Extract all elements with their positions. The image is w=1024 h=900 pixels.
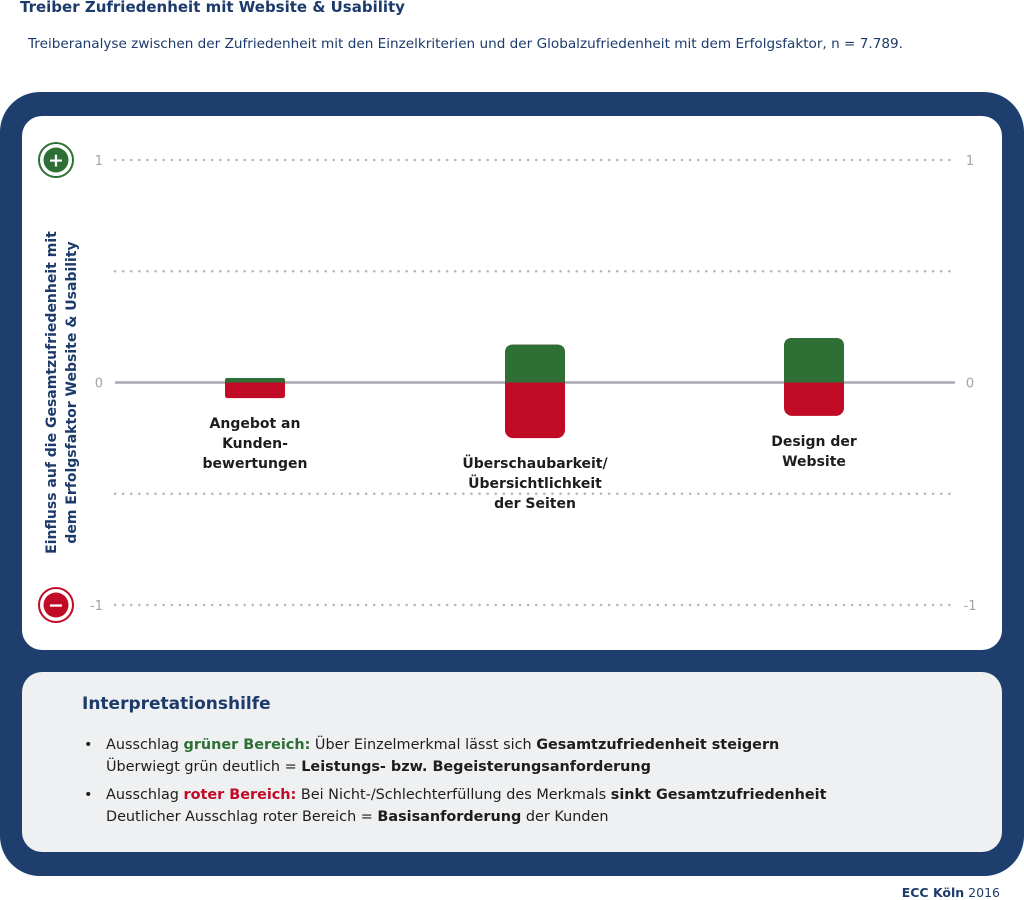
- green-line2: Überwiegt grün deutlich =: [106, 759, 302, 775]
- green-text: Über Einzelmerkmal lässt sich: [310, 737, 537, 753]
- footer-year: 2016: [964, 885, 1000, 900]
- category-label-0-line-0: Angebot an: [209, 416, 301, 433]
- category-label-1-line-2: der Seiten: [494, 496, 576, 513]
- interpretation-title: Interpretationshilfe: [82, 694, 271, 714]
- interpretation-item-red: [84, 784, 826, 828]
- category-label-0-line-1: Kunden-: [222, 436, 288, 453]
- red-text: Bei Nicht-/Schlechterfüllung des Merkmals: [296, 787, 611, 803]
- green-prefix: Ausschlag: [106, 737, 184, 753]
- tick-label-left-2: 0: [94, 376, 103, 392]
- minus-circle-icon: [39, 588, 73, 622]
- tick-label-left-4: -1: [90, 599, 103, 614]
- interpretation-item-green: [84, 734, 826, 778]
- bar-group-1: [505, 345, 565, 438]
- y-axis-label-line-1: dem Erfolgsfaktor Website & Usability: [64, 241, 80, 544]
- bar-group-0: [225, 378, 285, 398]
- category-label-0-line-2: bewertungen: [202, 456, 308, 473]
- category-label-2-line-1: Website: [782, 453, 846, 470]
- tick-label-left-0: 1: [94, 154, 103, 169]
- category-label-2-line-0: Design der: [771, 433, 857, 450]
- category-label-1-line-1: Übersichtlichkeit: [468, 476, 602, 493]
- chart-subtitle: Treiberanalyse zwischen der Zufriedenheit mit den Einzelkriterien und der Globalzufriedenheit mit dem Erfolgsfaktor, n = 7.789.: [28, 36, 903, 52]
- plus-circle-icon: [39, 143, 73, 177]
- bar-positive-0: [225, 378, 285, 382]
- red-prefix: Ausschlag: [106, 787, 184, 803]
- green-bold: Gesamtzufriedenheit steigern: [536, 737, 780, 753]
- red-highlight: roter Bereich:: [183, 787, 297, 803]
- red-line2-bold: Basisanforderung: [377, 809, 522, 825]
- bar-group-2: [784, 338, 844, 416]
- green-line2-bold: Leistungs- bzw. Begeisterungsanforderung: [301, 759, 651, 775]
- y-axis-label-line-0: Einfluss auf die Gesamtzufriedenheit mit: [44, 231, 60, 554]
- category-label-1-line-0: Überschaubarkeit/: [462, 456, 608, 473]
- svg-text:−: −: [48, 594, 64, 617]
- green-highlight: grüner Bereich:: [183, 737, 311, 753]
- bar-positive-2: [784, 338, 844, 383]
- red-line2-end: der Kunden: [521, 809, 609, 825]
- bar-positive-1: [505, 345, 565, 383]
- tick-label-right-4: -1: [963, 599, 977, 614]
- svg-text:+: +: [48, 149, 64, 172]
- interpretation-panel: [22, 672, 1002, 852]
- chart-title: Treiber Zufriedenheit mit Website & Usability: [20, 0, 405, 16]
- tick-label-right-2: 0: [965, 376, 975, 392]
- red-line2: Deutlicher Ausschlag roter Bereich =: [106, 809, 378, 825]
- tick-label-right-0: 1: [965, 154, 975, 169]
- interpretation-list: [84, 734, 826, 834]
- footer-brand: ECC Köln: [901, 885, 965, 900]
- red-bold: sinkt Gesamtzufriedenheit: [610, 787, 827, 803]
